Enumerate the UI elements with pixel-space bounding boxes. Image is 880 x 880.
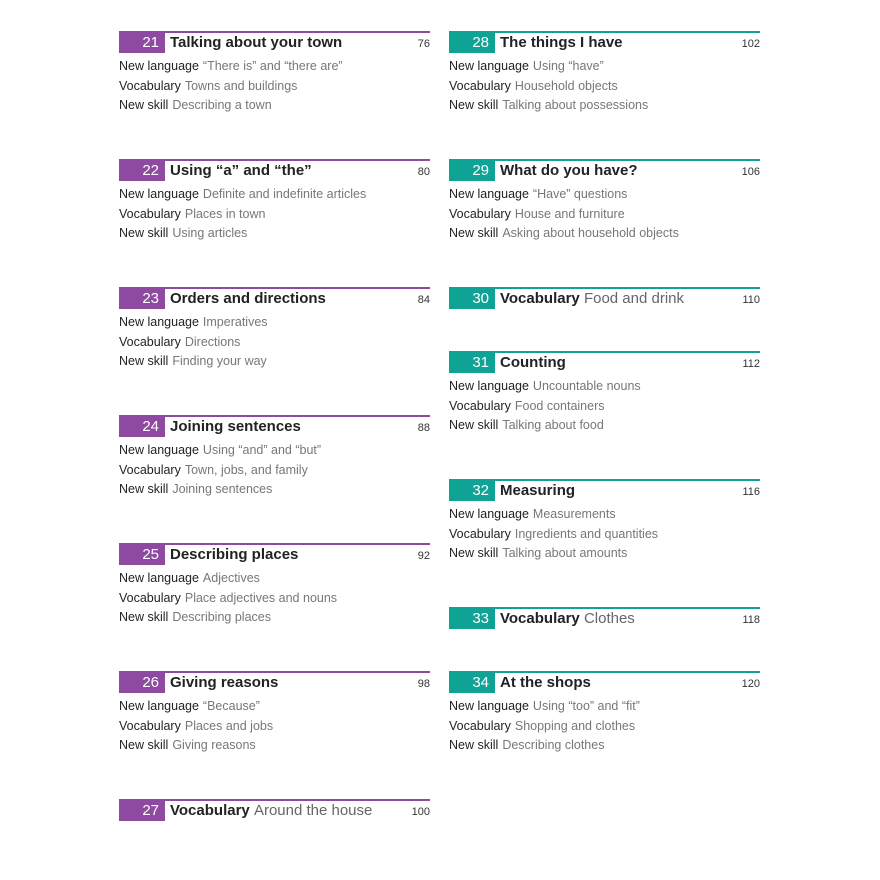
unit-number-badge: 26 <box>119 673 165 693</box>
detail-label: New skill <box>449 418 499 433</box>
detail-label: New skill <box>119 610 169 625</box>
page-number: 112 <box>742 358 760 370</box>
unit-entry <box>449 479 760 564</box>
detail-value: “There is” and “there are” <box>202 59 343 73</box>
detail-value: Asking about household objects <box>502 226 679 241</box>
detail-label: New language <box>449 699 529 713</box>
detail-line <box>119 608 430 628</box>
unit-details <box>449 377 760 436</box>
detail-value: Town, jobs, and family <box>184 462 308 477</box>
detail-label: New language <box>119 443 199 457</box>
detail-value: Towns and buildings <box>184 78 298 93</box>
detail-line <box>449 717 760 737</box>
unit-title <box>500 609 635 629</box>
unit-number-badge: 21 <box>119 33 165 53</box>
detail-label: New language <box>119 59 199 73</box>
unit-title-text: Counting <box>500 354 566 371</box>
detail-label: New skill <box>119 226 169 241</box>
unit-title <box>170 417 301 437</box>
detail-line <box>449 697 760 717</box>
detail-value: Definite and indefinite articles <box>202 187 367 201</box>
detail-label: New language <box>119 571 199 585</box>
detail-value: Using “have” <box>532 59 604 73</box>
detail-label: New skill <box>449 738 499 753</box>
unit-title <box>500 289 684 309</box>
detail-value: Place adjectives and nouns <box>184 590 338 605</box>
detail-value: Describing a town <box>172 98 272 113</box>
detail-label: Vocabulary <box>119 462 181 477</box>
unit-title-text: Talking about your town <box>170 34 343 51</box>
detail-line <box>119 57 430 77</box>
unit-title <box>500 161 638 181</box>
detail-line <box>119 569 430 589</box>
detail-label: Vocabulary <box>449 78 511 93</box>
unit-number-badge: 34 <box>449 673 495 693</box>
unit-heading <box>119 671 430 695</box>
detail-line <box>119 205 430 225</box>
detail-label: New language <box>449 59 529 73</box>
unit-details <box>119 569 430 628</box>
detail-label: Vocabulary <box>119 78 181 93</box>
page-number: 80 <box>417 166 430 178</box>
detail-label: Vocabulary <box>449 206 511 221</box>
detail-line <box>449 77 760 97</box>
page-number: 102 <box>741 38 760 50</box>
unit-title-text: Measuring <box>500 482 576 499</box>
detail-label: New language <box>449 507 529 521</box>
unit-entry <box>449 671 760 756</box>
unit-heading <box>449 351 760 375</box>
unit-details <box>119 57 430 116</box>
unit-details <box>119 697 430 756</box>
detail-value: Talking about possessions <box>502 98 649 113</box>
unit-title <box>170 801 372 821</box>
detail-value: Household objects <box>514 78 618 93</box>
detail-label: New language <box>119 187 199 201</box>
detail-value: Using articles <box>172 226 248 241</box>
detail-value: Ingredients and quantities <box>514 526 659 541</box>
detail-value: Describing clothes <box>502 738 605 753</box>
detail-label: New skill <box>119 482 169 497</box>
unit-heading <box>119 31 430 55</box>
unit-title-text: What do you have? <box>500 162 638 179</box>
unit-heading <box>449 607 760 631</box>
detail-value: Adjectives <box>202 571 260 585</box>
detail-label: New language <box>449 379 529 393</box>
page-number: 100 <box>411 806 430 818</box>
unit-entry <box>449 287 760 311</box>
unit-subtitle: Clothes <box>583 610 635 627</box>
page-number: 120 <box>741 678 760 690</box>
unit-title <box>170 161 312 181</box>
detail-value: Using “too” and “fit” <box>532 699 640 713</box>
unit-title <box>500 33 623 53</box>
unit-title-text: Vocabulary <box>500 610 580 627</box>
unit-entry <box>119 287 430 372</box>
unit-number-badge: 30 <box>449 289 495 309</box>
unit-entry <box>119 31 430 116</box>
unit-heading <box>119 543 430 567</box>
detail-line <box>449 525 760 545</box>
page-number: 106 <box>741 166 760 178</box>
unit-subtitle: Food and drink <box>583 290 685 307</box>
detail-value: Talking about amounts <box>502 546 628 561</box>
unit-details <box>119 313 430 372</box>
detail-line <box>449 544 760 564</box>
page-number: 110 <box>742 294 760 306</box>
unit-title-text: Vocabulary <box>170 802 250 819</box>
unit-number-badge: 33 <box>449 609 495 629</box>
page-number: 116 <box>742 486 760 498</box>
detail-value: Uncountable nouns <box>532 379 641 393</box>
page-number: 92 <box>417 550 430 562</box>
detail-label: Vocabulary <box>119 718 181 733</box>
detail-line <box>449 397 760 417</box>
detail-label: Vocabulary <box>449 398 511 413</box>
detail-value: “Have” questions <box>532 187 628 201</box>
unit-title-text: Orders and directions <box>170 290 326 307</box>
unit-title-text: Describing places <box>170 546 299 563</box>
unit-title <box>170 33 342 53</box>
detail-label: Vocabulary <box>449 718 511 733</box>
detail-line <box>449 224 760 244</box>
detail-label: Vocabulary <box>119 206 181 221</box>
detail-label: New skill <box>449 546 499 561</box>
detail-label: New skill <box>119 738 169 753</box>
unit-heading <box>119 799 430 823</box>
unit-heading <box>449 159 760 183</box>
detail-line <box>119 77 430 97</box>
detail-line <box>119 313 430 333</box>
unit-number-badge: 29 <box>449 161 495 181</box>
detail-label: New language <box>119 699 199 713</box>
unit-title-text: The things I have <box>500 34 623 51</box>
detail-line <box>119 185 430 205</box>
unit-number-badge: 25 <box>119 545 165 565</box>
detail-value: Giving reasons <box>172 738 256 753</box>
detail-line <box>119 352 430 372</box>
unit-heading <box>119 415 430 439</box>
detail-label: New skill <box>119 354 169 369</box>
detail-value: Imperatives <box>202 315 268 329</box>
detail-line <box>119 333 430 353</box>
unit-entry <box>119 543 430 628</box>
unit-heading <box>119 159 430 183</box>
unit-details <box>119 441 430 500</box>
unit-entry <box>449 31 760 116</box>
unit-details <box>449 505 760 564</box>
detail-label: New language <box>119 315 199 329</box>
unit-number-badge: 27 <box>119 801 165 821</box>
detail-value: Directions <box>184 334 241 349</box>
unit-number-badge: 22 <box>119 161 165 181</box>
unit-title-text: At the shops <box>500 674 591 691</box>
detail-value: Shopping and clothes <box>514 718 636 733</box>
unit-heading <box>449 31 760 55</box>
unit-entry <box>119 799 430 823</box>
unit-details <box>449 185 760 244</box>
unit-details <box>449 57 760 116</box>
unit-title-text: Joining sentences <box>170 418 301 435</box>
unit-title <box>170 545 298 565</box>
detail-line <box>449 377 760 397</box>
detail-value: House and furniture <box>514 206 625 221</box>
page-number: 76 <box>417 38 430 50</box>
unit-title <box>500 353 566 373</box>
detail-value: Using “and” and “but” <box>202 443 322 457</box>
unit-title-text: Vocabulary <box>500 290 580 307</box>
detail-line <box>119 461 430 481</box>
page-number: 118 <box>742 614 760 626</box>
detail-line <box>119 96 430 116</box>
unit-title <box>500 673 591 693</box>
detail-line <box>449 505 760 525</box>
detail-line <box>119 589 430 609</box>
unit-heading <box>449 671 760 695</box>
unit-title <box>170 673 278 693</box>
detail-value: Describing places <box>172 610 271 625</box>
unit-heading <box>449 479 760 503</box>
unit-number-badge: 32 <box>449 481 495 501</box>
unit-title <box>170 289 326 309</box>
unit-number-badge: 28 <box>449 33 495 53</box>
unit-number-badge: 24 <box>119 417 165 437</box>
detail-line <box>449 736 760 756</box>
unit-entry <box>449 607 760 631</box>
detail-value: Joining sentences <box>172 482 273 497</box>
unit-details <box>119 185 430 244</box>
unit-heading <box>449 287 760 311</box>
detail-line <box>119 224 430 244</box>
detail-label: New skill <box>449 98 499 113</box>
detail-line <box>449 416 760 436</box>
unit-number-badge: 31 <box>449 353 495 373</box>
detail-line <box>119 697 430 717</box>
unit-entry <box>449 351 760 436</box>
unit-entry <box>119 159 430 244</box>
unit-title <box>500 481 575 501</box>
unit-heading <box>119 287 430 311</box>
detail-label: Vocabulary <box>449 526 511 541</box>
detail-value: Places in town <box>184 206 266 221</box>
detail-line <box>119 736 430 756</box>
unit-entry <box>119 415 430 500</box>
detail-line <box>449 205 760 225</box>
detail-line <box>449 185 760 205</box>
unit-number-badge: 23 <box>119 289 165 309</box>
unit-entry <box>119 671 430 756</box>
detail-label: New skill <box>119 98 169 113</box>
unit-entry <box>449 159 760 244</box>
unit-title-text: Using “a” and “the” <box>170 162 312 179</box>
detail-line <box>119 717 430 737</box>
detail-line <box>119 480 430 500</box>
detail-label: New skill <box>449 226 499 241</box>
unit-title-text: Giving reasons <box>170 674 279 691</box>
detail-line <box>119 441 430 461</box>
detail-value: Talking about food <box>502 418 604 433</box>
detail-label: New language <box>449 187 529 201</box>
unit-subtitle: Around the house <box>253 802 373 819</box>
page-number: 98 <box>417 678 430 690</box>
page-number: 88 <box>417 422 430 434</box>
detail-label: Vocabulary <box>119 334 181 349</box>
detail-label: Vocabulary <box>119 590 181 605</box>
detail-line <box>449 57 760 77</box>
detail-value: “Because” <box>202 699 260 713</box>
detail-value: Food containers <box>514 398 605 413</box>
detail-value: Places and jobs <box>184 718 274 733</box>
detail-value: Measurements <box>532 507 616 521</box>
detail-line <box>449 96 760 116</box>
page-number: 84 <box>417 294 430 306</box>
detail-value: Finding your way <box>172 354 267 369</box>
unit-details <box>449 697 760 756</box>
